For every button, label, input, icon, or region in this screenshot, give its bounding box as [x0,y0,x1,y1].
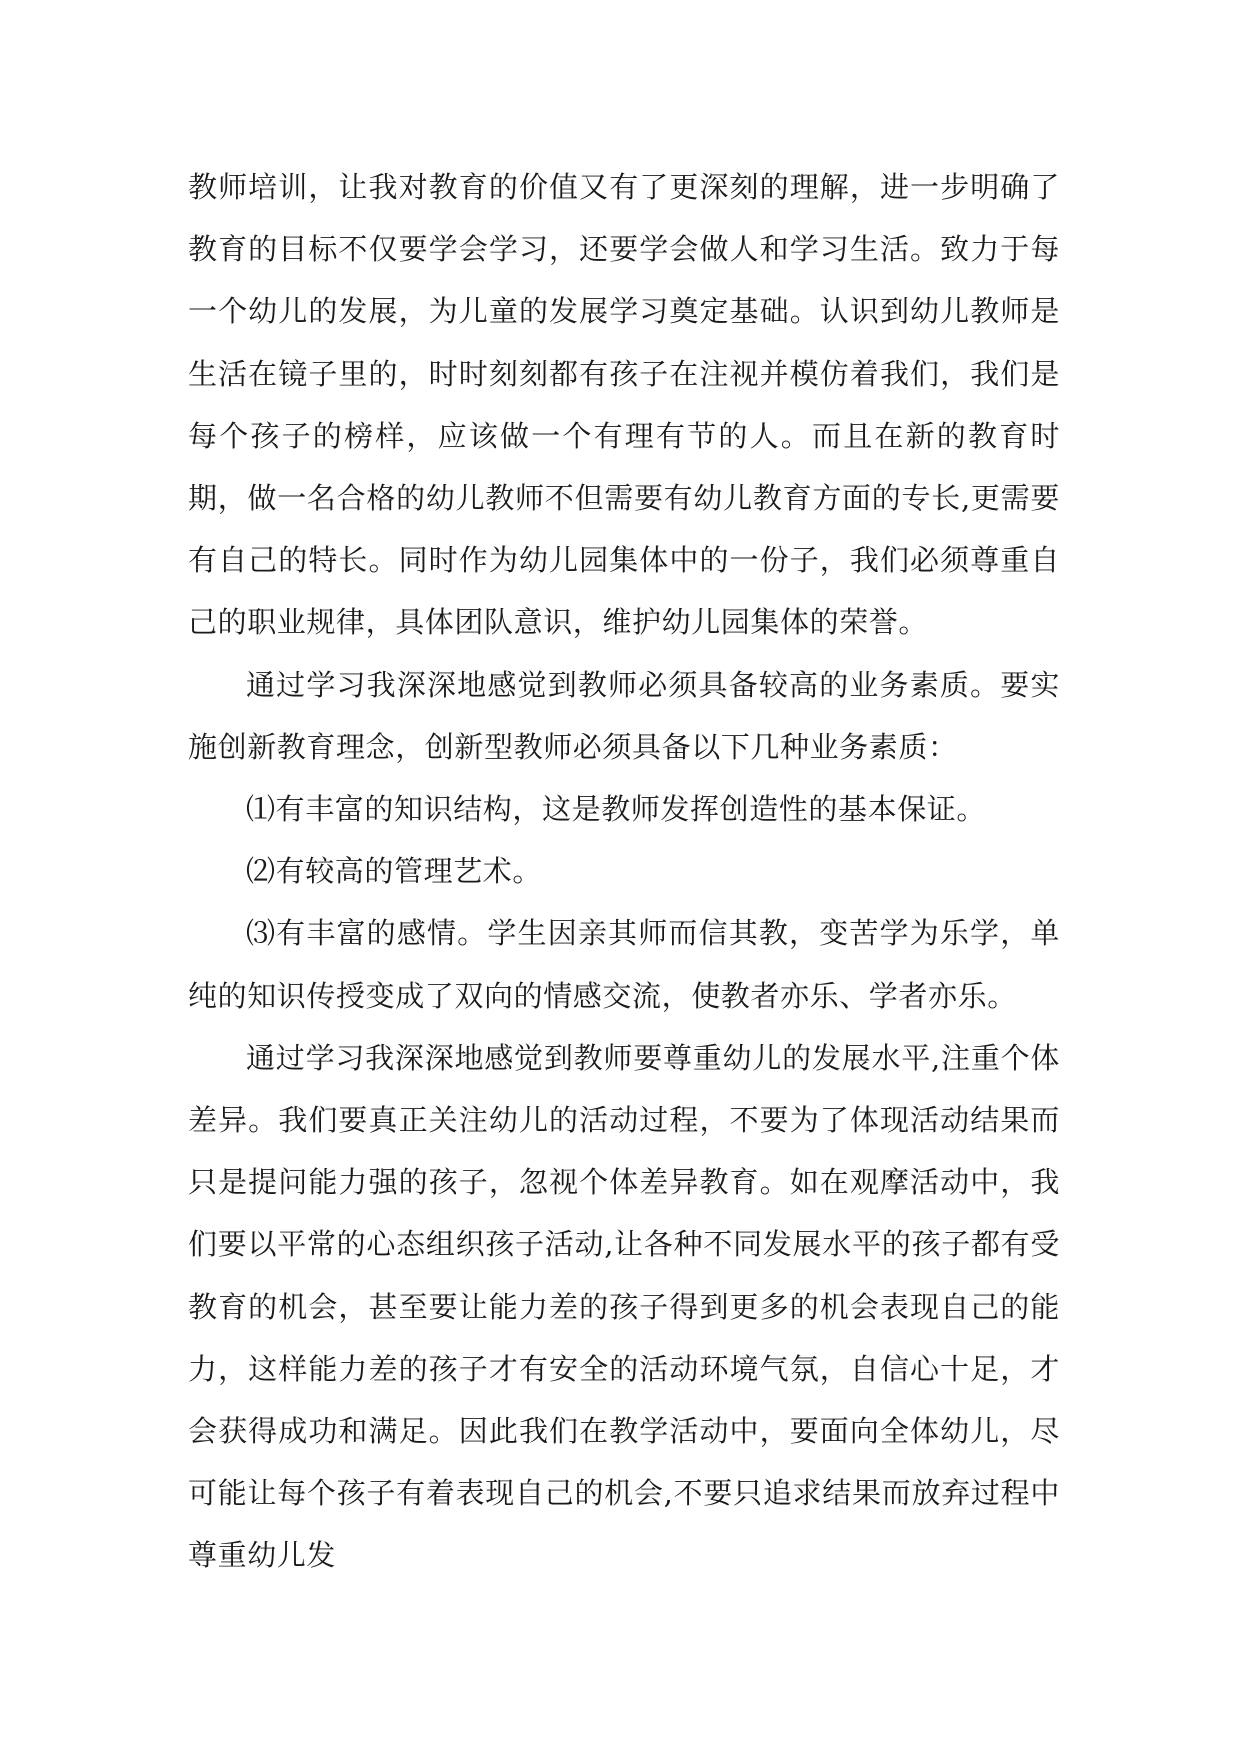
list-item-knowledge: ⑴有丰富的知识结构，这是教师发挥创造性的基本保证。 [246,792,987,827]
list-item-management: ⑵有较高的管理艺术。 [246,854,543,889]
paragraph-business-quality: 通过学习我深深地感觉到教师必须具备较高的业务素质。要实施创新教育理念，创新型教师必须具备以下几种业务素质： [188,667,1060,764]
paragraph-continuation: 教师培训，让我对教育的价值又有了更深刻的理解，进一步明确了教育的目标不仅要学会学习，还要学会做人和学习生活。致力于每一个幼儿的发展，为儿童的发展学习奠定基础。认识到幼儿教师是生活在镜子里的，时时刻刻都有孩子在注视并模仿着我们，我们是每个孩子的榜样，应该做一个有理有节的人。而且在新的教育时期，做一名合格的幼儿教师不但需要有幼儿教育方面的专长,更需要有自己的特长。同时作为幼儿园集体中的一份子，我们必须尊重自己的职业规律，具体团队意识，维护幼儿园集体的荣誉。 [188,170,1060,640]
list-item-emotion: ⑶有丰富的感情。学生因亲其师而信其教，变苦学为乐学，单纯的知识传授变成了双向的情感交流，使教者亦乐、学者亦乐。 [188,916,1060,1013]
paragraph-respect-development: 通过学习我深深地感觉到教师要尊重幼儿的发展水平,注重个体差异。我们要真正关注幼儿的活动过程，不要为了体现活动结果而只是提问能力强的孩子，忽视个体差异教育。如在观摩活动中，我们要以平常的心态组织孩子活动,让各种不同发展水平的孩子都有受教育的机会，甚至要让能力差的孩子得到更多的机会表现自己的能力，这样能力差的孩子才有安全的活动环境气氛，自信心十足，才会获得成功和满足。因此我们在教学活动中，要面向全体幼儿，尽可能让每个孩子有着表现自己的机会,不要只追求结果而放弃过程中尊重幼儿发 [188,1040,1060,1573]
document-page [188,156,1060,1587]
